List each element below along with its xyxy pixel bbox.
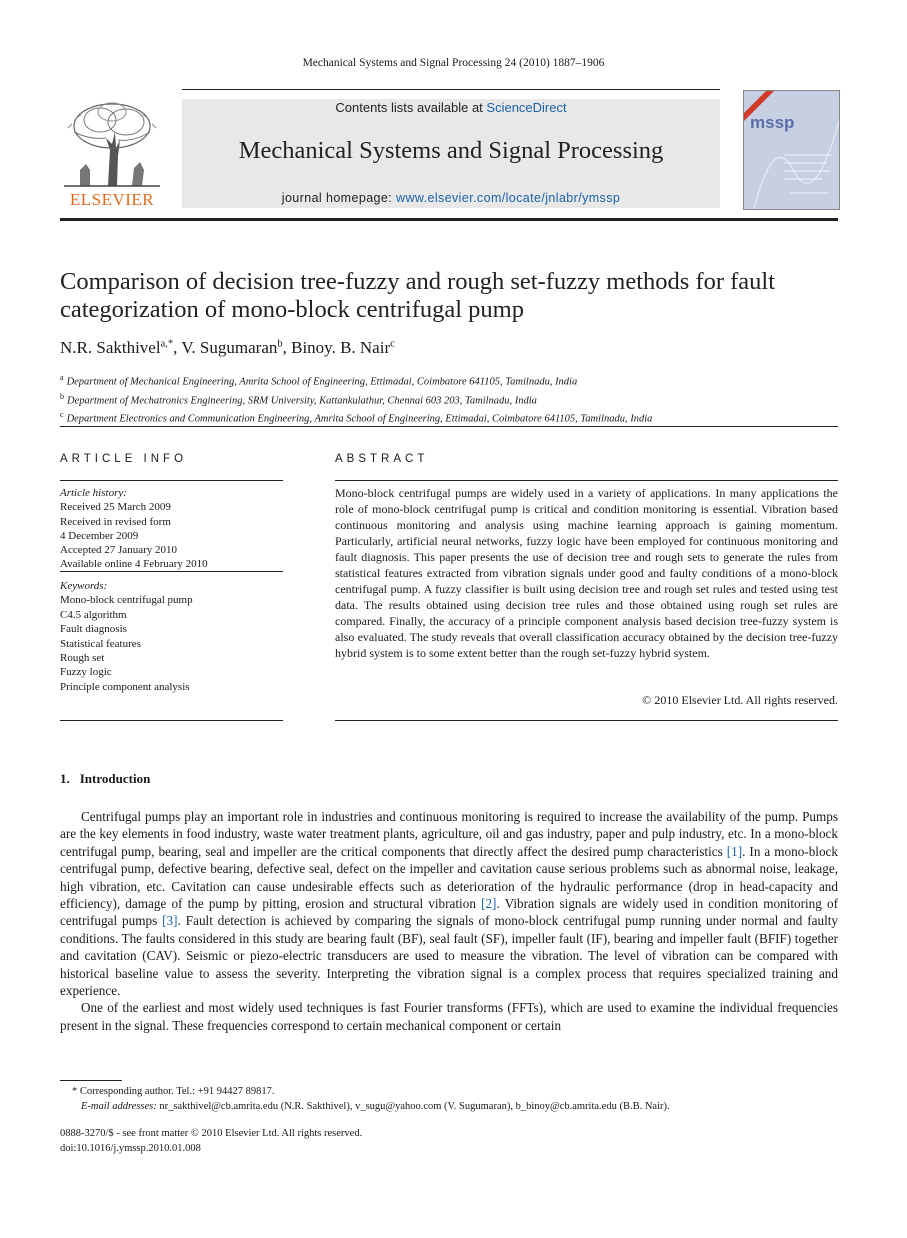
issn-line: 0888-3270/$ - see front matter © 2010 Elsevier Ltd. All rights reserved. xyxy=(60,1128,363,1139)
homepage-link[interactable]: www.elsevier.com/locate/jnlabr/ymssp xyxy=(396,191,621,205)
header-thick-rule xyxy=(60,218,838,221)
journal-citation: Mechanical Systems and Signal Processing 24 (2010) 1887–1906 xyxy=(302,57,605,69)
history-item: Received 25 March 2009 xyxy=(60,501,171,514)
elsevier-wordmark: ELSEVIER xyxy=(69,190,155,209)
homepage-prefix: journal homepage: xyxy=(281,191,397,205)
cover-decoration-icon xyxy=(744,91,839,209)
history-label: Article history: xyxy=(60,487,127,499)
affiliation-item xyxy=(60,390,652,409)
affiliation-text: Department of Mechatronics Engineering, SRM University, Kattankulathur, Chennai 603 203, Tamilnadu, India xyxy=(67,395,537,406)
author-list xyxy=(60,338,395,358)
keywords-label: Keywords: xyxy=(60,580,108,592)
affiliation-mark: b xyxy=(60,391,64,401)
footnote-rule xyxy=(60,1080,122,1081)
intro-heading xyxy=(60,771,150,787)
elsevier-logo[interactable] xyxy=(60,98,164,210)
keyword-item: C4.5 algorithm xyxy=(60,608,127,621)
journal-title: Mechanical Systems and Signal Processing xyxy=(238,137,664,164)
history-item: Accepted 27 January 2010 xyxy=(60,544,177,557)
text-run: . Vibration signals are widely used in condition monitoring of centrifugal pumps xyxy=(60,896,838,929)
abstract-copyright: © 2010 Elsevier Ltd. All rights reserved. xyxy=(642,693,838,707)
keyword-item: Principle component analysis xyxy=(60,680,190,693)
article-title: Comparison of decision tree-fuzzy and rough set-fuzzy methods for fault categorization of mono-block centrifugal pump xyxy=(60,268,776,323)
abstract-heading: ABSTRACT xyxy=(335,453,429,465)
header-top-rule xyxy=(182,89,720,90)
section-divider xyxy=(60,426,838,427)
author-name[interactable]: V. Sugumaran xyxy=(181,338,278,357)
keyword-item: Rough set xyxy=(60,652,105,665)
text-run: . Fault detection is achieved by comparing the signals of mono-block centrifugal pump running under normal and faulty conditions. The faults considered in this study are bearing fault (BF), seal fault (SF), impeller fault (IF), bearing and impeller fault (BFIF) together and cavitation (CAV). Seismic or piezo-electric transducers are used to measure the vibration. The level of vibration can be compared with historical baseline value to assess the severity. Interpreting the vibration signal is a complex process that requires specialized training and experience. xyxy=(60,913,838,999)
keyword-item: Fault diagnosis xyxy=(60,623,127,636)
abstract-text: Mono-block centrifugal pumps are widely used in a variety of applications. In many applications the role of mono-block centrifugal pump is critical and condition monitoring is essential. Vibration based continuous monitoring and analysis using machine learning approach is gaining momentum. Particularly, artificial neural networks, fuzzy logic have been employed for continuous monitoring and fault diagnosis. This paper presents the use of decision tree and rough sets to generate the rules from statistical features extracted from vibration signals under good and faulty conditions of a mono-block centrifugal pump. A fuzzy classifier is built using decision tree and rough set rules and tested using test data. The results obtained using decision tree rules and those obtained using rough set rules are compared. Finally, the accuracy of a principle component analysis based decision tree-fuzzy system is also evaluated. The study reveals that overall classification accuracy obtained by the decision tree-fuzzy hybrid system is to some extent better than the rough set-fuzzy hybrid system. xyxy=(335,486,838,660)
article-info-heading: ARTICLE INFO xyxy=(60,453,188,465)
journal-banner xyxy=(182,99,720,208)
history-item: 4 December 2009 xyxy=(60,529,139,542)
section-title: Introduction xyxy=(79,771,151,786)
contents-prefix: Contents lists available at xyxy=(335,100,487,115)
text-run: . In a mono-block centrifugal pump, defective bearing, defective seal, defect on the impeller and cavitation cause serious problems such as abnormal noise, leakage, high vibration, etc. Cavitation can cause undesirable effects such as deterioration of the hydraulic performance (drop in head-capacity and efficiency), damage of the pump by pitting, erosion and structural vibration xyxy=(60,843,838,912)
paragraph: One of the earliest and most widely used techniques is fast Fourier transforms (FFTs), which are used to examine the individual frequencies present in the signal. These frequencies correspond to certain mechanical component or certain xyxy=(60,1000,838,1033)
author-affil-mark[interactable]: c xyxy=(390,338,395,350)
journal-cover-thumbnail[interactable] xyxy=(743,90,840,210)
history-item: Received in revised form xyxy=(60,515,171,528)
doi-line[interactable]: doi:10.1016/j.ymssp.2010.01.008 xyxy=(60,1143,201,1154)
history-item: Available online 4 February 2010 xyxy=(60,558,208,571)
article-history xyxy=(60,486,208,572)
keyword-item: Fuzzy logic xyxy=(60,666,112,679)
citation-link[interactable]: [1] xyxy=(726,843,743,859)
author-name[interactable]: Binoy. B. Nair xyxy=(291,338,391,357)
email-note xyxy=(60,1099,838,1114)
author-affil-mark[interactable]: b xyxy=(277,338,283,350)
abstract-rule xyxy=(335,720,838,721)
affiliation-mark: c xyxy=(60,410,64,419)
affiliations xyxy=(60,371,652,427)
section-number: 1. xyxy=(60,771,70,786)
page-footer xyxy=(60,1126,362,1156)
intro-body xyxy=(60,808,838,1034)
article-info-rule xyxy=(60,720,283,721)
author-affil-mark[interactable]: a,* xyxy=(160,338,174,350)
email-list[interactable]: nr_sakthivel@cb.amrita.edu (N.R. Sakthivel), v_sugu@yahoo.com (V. Sugumaran), b_binoy@cb.amrita.edu (B.B. Nair). xyxy=(159,1101,670,1112)
affiliation-item xyxy=(60,371,652,390)
email-label: E-mail addresses: xyxy=(81,1101,157,1112)
affiliation-text: Department of Mechanical Engineering, Amrita School of Engineering, Ettimadai, Coimbatore 641105, Tamilnadu, India xyxy=(66,376,578,388)
citation-link[interactable]: [2] xyxy=(481,896,497,912)
article-info-rule xyxy=(60,480,283,481)
affiliation-text: Department Electronics and Communication Engineering, Amrita School of Engineering, Ettimadai, Coimbatore 641105, Tamilnadu, India xyxy=(66,413,653,425)
footnotes xyxy=(60,1084,838,1114)
corresponding-author-note: * Corresponding author. Tel.: +91 94427 89817. xyxy=(72,1086,275,1097)
affiliation-item xyxy=(60,408,652,427)
keywords xyxy=(60,579,193,694)
author-name[interactable]: N.R. Sakthivel xyxy=(60,338,161,357)
paragraph xyxy=(60,808,838,999)
abstract-rule xyxy=(335,480,838,481)
homepage-line xyxy=(182,191,720,205)
citation-link[interactable]: [3] xyxy=(162,913,178,929)
author-separator: , xyxy=(173,338,182,357)
keyword-item: Statistical features xyxy=(60,637,141,650)
elsevier-tree-logo xyxy=(60,98,164,190)
cover-label: mssp xyxy=(750,113,795,132)
author-separator: , xyxy=(282,338,292,357)
article-info-rule xyxy=(60,571,283,572)
text-run: Centrifugal pumps play an important role in industries and continuous monitoring is required to increase the availability of the pump. Pumps are the key elements in food industry, waste water treatment plants, agriculture, oil and gas industry, paper and pulp industry, etc. In a mono-block centrifugal pump, bearing, seal and impeller are the critical components that directly affect the desired pump characteristics xyxy=(60,809,838,859)
sciencedirect-link[interactable]: ScienceDirect xyxy=(486,100,567,115)
contents-line xyxy=(182,100,720,115)
affiliation-mark: a xyxy=(60,373,64,382)
keyword-item: Mono-block centrifugal pump xyxy=(60,594,193,607)
